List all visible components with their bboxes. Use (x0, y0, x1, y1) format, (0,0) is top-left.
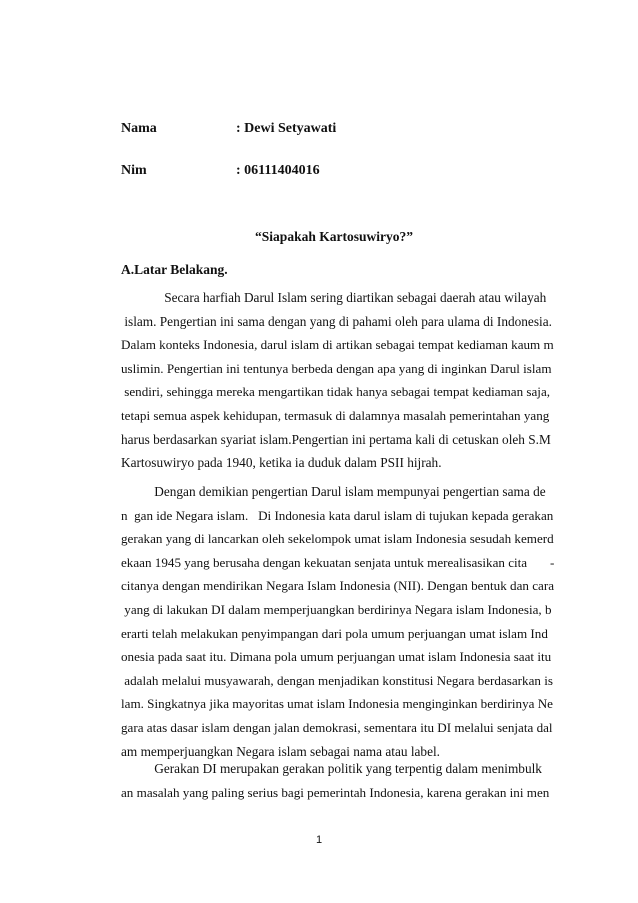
nim-value: : 06111404016 (236, 163, 320, 178)
paragraph-line: Secara harfiah Darul Islam sering diartikan sebagai daerah atau wilayah (121, 290, 547, 305)
name-value: : Dewi Setyawati (236, 121, 337, 136)
paragraph-line: tetapi semua aspek kehidupan, termasuk di dalamnya masalah pemerintahan yang (121, 407, 550, 423)
paragraph-line: ekaan 1945 yang berusaha dengan kekuatan senjata untuk merealisasikan cita - (121, 554, 555, 570)
paragraph-3 (121, 757, 553, 804)
paragraph-line: an masalah yang paling serius bagi pemerintah Indonesia, karena gerakan ini men (121, 784, 550, 800)
paragraph-line: Dengan demikian pengertian Darul islam mempunyai pengertian sama de (121, 484, 546, 499)
paragraph-line: islam. Pengertian ini sama dengan yang di pahami oleh para ulama di Indonesia. (121, 313, 552, 329)
paragraph-line: uslimin. Pengertian ini tentunya berbeda dengan apa yang di inginkan Darul islam (121, 360, 552, 376)
page-number: 1 (315, 834, 323, 846)
paragraph-line: gara atas dasar islam dengan jalan demokrasi, sementara itu DI melalui senjata dal (121, 719, 553, 735)
document-title: “Siapakah Kartosuwiryo?” (255, 229, 413, 244)
paragraph-line: Kartosuwiryo pada 1940, ketika ia duduk dalam PSII hijrah. (121, 455, 442, 471)
paragraph-line: erarti telah melakukan penyimpangan dari pola umum perjuangan umat islam Ind (121, 625, 548, 641)
name-label: Nama (121, 121, 157, 136)
paragraph-line: n gan ide Negara islam. Di Indonesia kata darul islam di tujukan kepada gerakan (121, 507, 554, 523)
nim-label: Nim (121, 163, 147, 178)
paragraph-line: harus berdasarkan syariat islam.Pengertian ini pertama kali di cetuskan oleh S.M (121, 431, 551, 447)
section-heading: A.Latar Belakang. (121, 262, 228, 277)
paragraph-line: gerakan yang di lancarkan oleh sekelompok umat islam Indonesia sesudah kemerd (121, 531, 554, 547)
paragraph-line: citanya dengan mendirikan Negara Islam Indonesia (NII). Dengan bentuk dan cara (121, 578, 555, 594)
paragraph-line: sendiri, sehingga mereka mengartikan tidak hanya sebagai tempat kediaman saja, (121, 384, 551, 400)
paragraph-line: am memperjuangkan Negara islam sebagai nama atau label. (121, 743, 440, 759)
paragraph-2 (121, 480, 553, 763)
paragraph-line: lam. Singkatnya jika mayoritas umat islam Indonesia menginginkan berdirinya Ne (121, 696, 553, 712)
paragraph-line: adalah melalui musyawarah, dengan menjadikan konstitusi Negara berdasarkan is (121, 672, 553, 688)
paragraph-line: Dalam konteks Indonesia, darul islam di artikan sebagai tempat kediaman kaum m (121, 337, 554, 353)
paragraph-line: onesia pada saat itu. Dimana pola umum perjuangan umat islam Indonesia saat itu (121, 649, 552, 665)
paragraph-1 (121, 286, 553, 475)
paragraph-line: Gerakan DI merupakan gerakan politik yang terpentig dalam menimbulk (121, 761, 542, 776)
paragraph-line: yang di lakukan DI dalam memperjuangkan berdirinya Negara islam Indonesia, b (121, 601, 552, 617)
